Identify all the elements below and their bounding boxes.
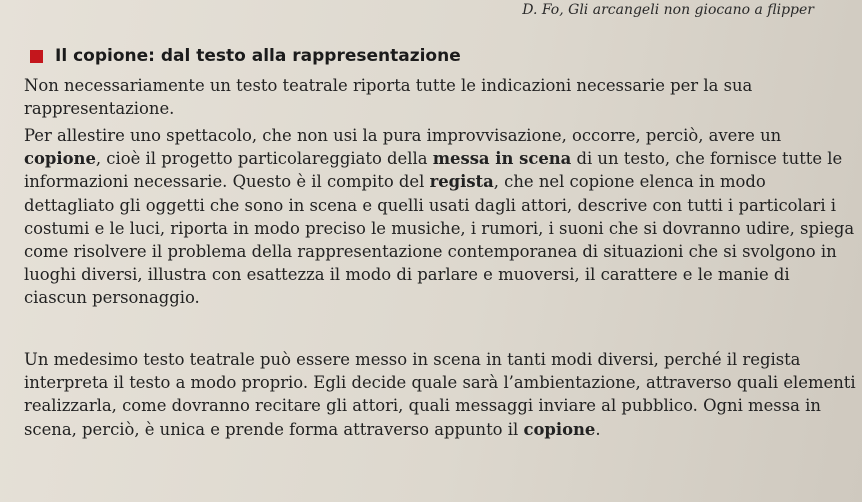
paragraph-3-segment: Un medesimo testo teatrale può essere messo in scena in tanti modi diversi, perché il regista interpreta il testo a modo proprio. Egli decide quale sarà l’ambientazione, attraverso quali elementi realizzarla, come dovranno recitare gli attori, quali messaggi inviare al pubblico. Ogni messa in scena, perciò, è unica e prende forma attraverso appunto il [24, 350, 856, 439]
paragraph-3 [24, 348, 856, 441]
paragraph-3-text [24, 348, 856, 441]
term-copione: copione [24, 149, 96, 169]
term-messa-in-scena: messa in scena [432, 149, 572, 169]
paragraph-2-segment: di un testo, che fornisce tutte le informazioni necessarie. Questo è il compito del [24, 149, 843, 192]
term-regista: regista [429, 172, 494, 192]
term-copione: copione [523, 419, 596, 439]
section-heading [30, 46, 461, 66]
paragraph-1 [24, 74, 856, 120]
paragraph-2-segment: Per allestire uno spettacolo, che non usi la pura improvvisazione, occorre, perciò, avere un [24, 126, 782, 145]
paragraph-2-text [24, 124, 856, 310]
running-head: D. Fo, Gli arcangeli non giocano a flipper [522, 2, 814, 18]
paragraph-2-segment: , cioè il progetto particolareggiato della [95, 149, 433, 169]
paragraph-2-segment: , che nel copione elenca in modo dettagliato gli oggetti che sono in scena e quelli usati dagli attori, descrive con tutti i particolari i costumi e le luci, riporta in modo preciso le musiche, i rumori, i suoni che si dovranno udire, spiega come risolvere il problema della rappresentazione contemporanea di situazioni che si svolgono in luoghi diversi, illustra con esattezza il modo di parlare e muoversi, il carattere e le manie di ciascun personaggio. [24, 172, 855, 308]
paragraph-1-text: Non necessariamente un testo teatrale riporta tutte le indicazioni necessarie per la sua rappresentazione. [24, 76, 753, 119]
red-square-icon [30, 50, 43, 63]
paragraph-3-segment: . [595, 419, 601, 439]
section-heading-text: Il copione: dal testo alla rappresentazione [55, 46, 461, 66]
paragraph-2 [24, 124, 856, 310]
